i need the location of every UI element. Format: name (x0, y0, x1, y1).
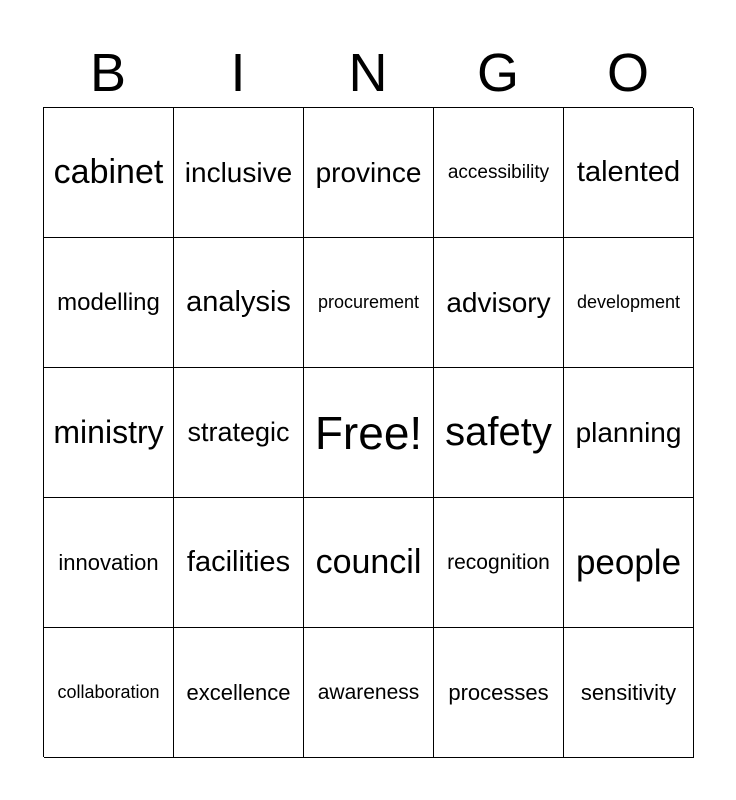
bingo-cell[interactable]: planning (564, 368, 694, 498)
bingo-cell[interactable]: talented (564, 108, 694, 238)
header-letter-i: I (230, 43, 246, 103)
bingo-cell[interactable]: sensitivity (564, 628, 694, 758)
bingo-cell[interactable]: ministry (44, 368, 174, 498)
bingo-cell[interactable]: facilities (174, 498, 304, 628)
free-space-cell[interactable]: Free! (304, 368, 434, 498)
header-letter-n: N (348, 43, 388, 103)
bingo-cell[interactable]: processes (434, 628, 564, 758)
bingo-cell[interactable]: recognition (434, 498, 564, 628)
bingo-cell[interactable]: innovation (44, 498, 174, 628)
bingo-cell[interactable]: excellence (174, 628, 304, 758)
header-letter-o: O (606, 43, 649, 103)
bingo-cell[interactable]: accessibility (434, 108, 564, 238)
bingo-card-grid (43, 107, 693, 757)
bingo-cell[interactable]: development (564, 238, 694, 368)
bingo-header (43, 40, 693, 106)
bingo-cell[interactable]: procurement (304, 238, 434, 368)
bingo-cell[interactable]: cabinet (44, 108, 174, 238)
bingo-cell[interactable]: strategic (174, 368, 304, 498)
header-letter-b: B (89, 43, 127, 103)
bingo-cell[interactable]: province (304, 108, 434, 238)
bingo-cell[interactable]: people (564, 498, 694, 628)
bingo-cell[interactable]: analysis (174, 238, 304, 368)
bingo-cell[interactable]: inclusive (174, 108, 304, 238)
bingo-cell[interactable]: advisory (434, 238, 564, 368)
bingo-cell[interactable]: council (304, 498, 434, 628)
bingo-cell[interactable]: collaboration (44, 628, 174, 758)
bingo-cell[interactable]: modelling (44, 238, 174, 368)
bingo-cell[interactable]: safety (434, 368, 564, 498)
header-letter-g: G (476, 43, 519, 103)
bingo-cell[interactable]: awareness (304, 628, 434, 758)
